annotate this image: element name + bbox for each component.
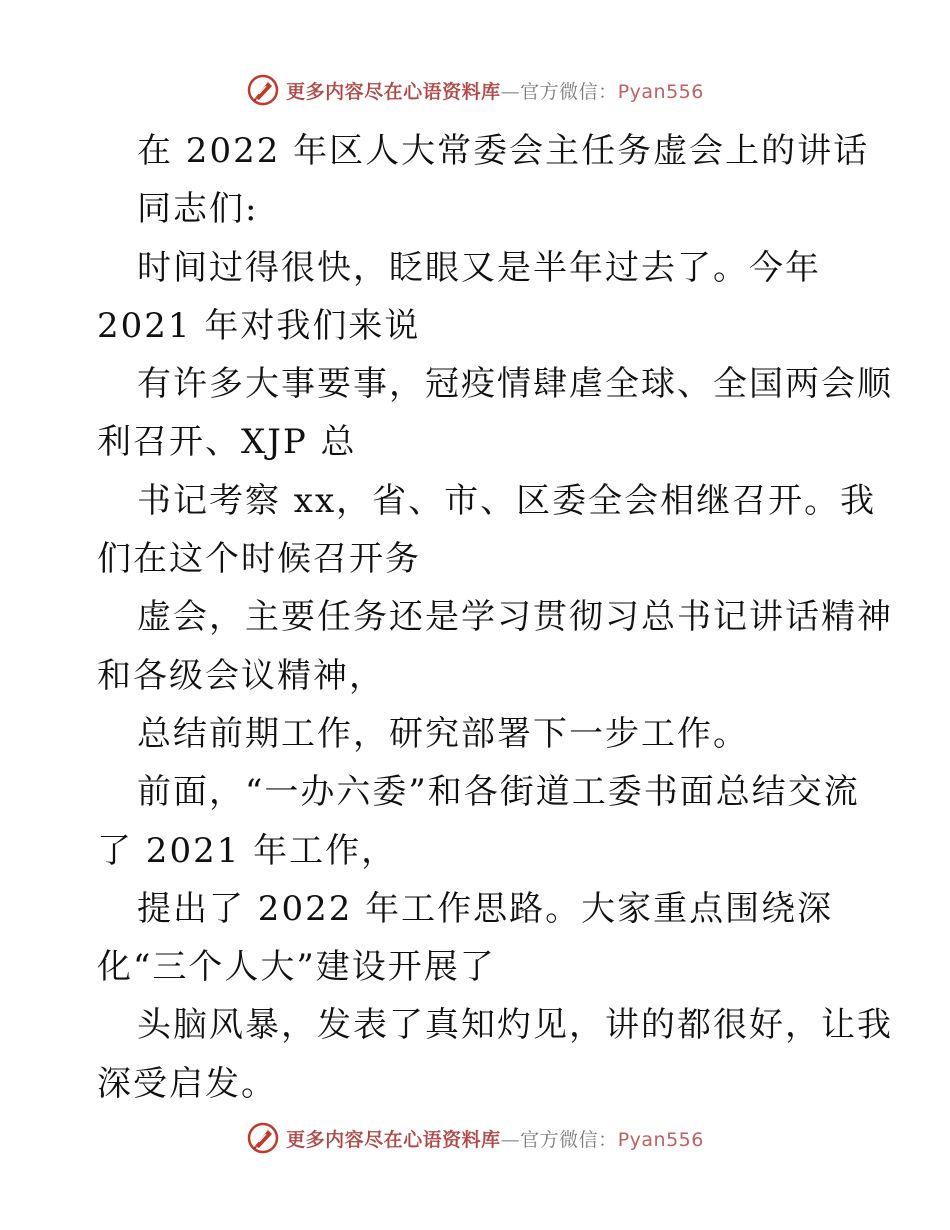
text-line: 利召开、XJP 总 bbox=[97, 422, 357, 463]
banner-account: Pyan556 bbox=[617, 80, 704, 103]
text-line: 提出了 2022 年工作思路。大家重点围绕深 bbox=[137, 888, 834, 929]
document-title: 在 2022 年区人大常委会主任务虚会上的讲话 bbox=[137, 131, 870, 171]
text-line: 虚会，主要任务还是学习贯彻习总书记讲话精神 bbox=[137, 597, 893, 638]
banner-prefix: 更多内容尽在心语资料库 bbox=[286, 80, 501, 103]
banner-dash: — bbox=[500, 1128, 521, 1151]
text-line: 了 2021 年工作， bbox=[97, 830, 398, 871]
banner-middle: 官方微信： bbox=[520, 80, 618, 103]
text-line: 时间过得很快，眨眼又是半年过去了。今年 bbox=[137, 247, 821, 288]
text-line: 前面，“一办六委”和各街道工委书面总结交流 bbox=[137, 772, 860, 813]
text-line: 和各级会议精神， bbox=[97, 655, 385, 696]
banner-account: Pyan556 bbox=[617, 1128, 704, 1151]
document-body bbox=[97, 122, 893, 1113]
banner-text bbox=[286, 1125, 704, 1152]
text-line: 总结前期工作，研究部署下一步工作。 bbox=[137, 713, 749, 754]
text-line: 深受启发。 bbox=[97, 1063, 277, 1104]
banner-text bbox=[286, 77, 704, 104]
text-line: 有许多大事要事，冠疫情肆虐全球、全国两会顺 bbox=[137, 364, 893, 405]
footer-banner bbox=[0, 1118, 950, 1158]
pen-nib-logo-icon bbox=[246, 73, 280, 107]
text-line: 头脑风暴，发表了真知灼见，讲的都很好，让我 bbox=[137, 1005, 893, 1046]
text-line: 们在这个时候召开务 bbox=[97, 539, 421, 580]
text-line: 2021 年对我们来说 bbox=[97, 305, 421, 346]
header-banner bbox=[0, 70, 950, 110]
salutation: 同志们: bbox=[137, 189, 259, 230]
pen-nib-logo-icon bbox=[246, 1121, 280, 1155]
banner-dash: — bbox=[500, 80, 521, 103]
banner-middle: 官方微信： bbox=[520, 1128, 618, 1151]
banner-prefix: 更多内容尽在心语资料库 bbox=[286, 1128, 501, 1151]
text-line: 书记考察 xx，省、市、区委全会相继召开。我 bbox=[137, 480, 877, 521]
text-line: 化“三个人大”建设开展了 bbox=[97, 947, 496, 988]
